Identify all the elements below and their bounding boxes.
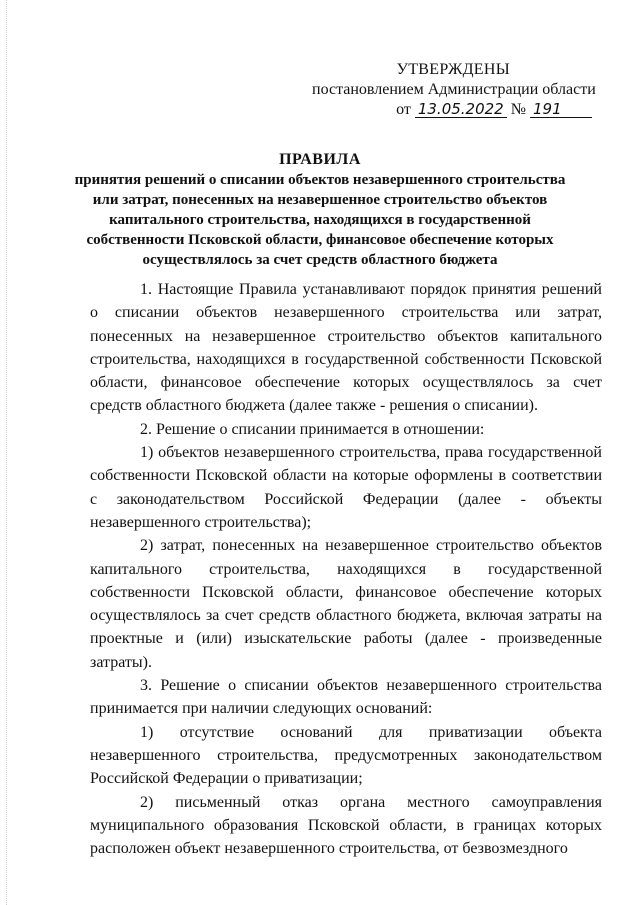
- paragraph-2-item-2: 2) затрат, понесенных на незавершенное строительство объектов капитального строительства, находящихся в государственной собственности Псковской области, финансовое обеспечение которых осуществлялось за счет средств областного бюджета, включая затраты на проектные и (или) изыскательские работы (далее - произведенные затраты).: [90, 537, 602, 671]
- paragraph-3-item-2: 2) письменный отказ органа местного самоуправления муниципального образования Псковской области, в границах которых расположен объект незавершенного строительства, от безвозмездного: [90, 793, 602, 858]
- date-prefix: от: [396, 101, 411, 118]
- document-title-block: [60, 150, 580, 270]
- handwritten-date: 13.05.2022: [415, 101, 507, 118]
- paragraph-2: 2. Решение о списании принимается в отношении:: [140, 420, 485, 438]
- scan-edge-line: [6, 0, 7, 905]
- handwritten-number: 191: [530, 101, 592, 118]
- approval-block: [312, 60, 596, 120]
- paragraph-3: 3. Решение о списании объектов незавершенного строительства принимается при наличии следующих оснований:: [90, 677, 602, 718]
- approval-heading: УТВЕРЖДЕНЫ: [396, 61, 510, 78]
- document-body: [90, 278, 602, 860]
- document-title: ПРАВИЛА: [279, 151, 361, 168]
- paragraph-1: 1. Настоящие Правила устанавливают порядок принятия решений о списании объектов незавершенного строительства или затрат, понесенных на незавершенное строительство объектов капитального строительства, находящихся в государственной собственности Псковской области, финансовое обеспечение которых осуществлялось за счет средств областного бюджета (далее также - решения о списании).: [90, 281, 602, 415]
- approval-authority: постановлением Администрации области: [312, 81, 596, 98]
- document-subtitle: принятия решений о списании объектов незавершенного строительства или затрат, понесенных на незавершенное строительство объектов капитального строительства, находящихся в государственной собственности Псковской области, финансовое обеспечение которых осуществлялось за счет средств областного бюджета: [74, 172, 566, 268]
- paragraph-3-item-1: 1) отсутствие оснований для приватизации объекта незавершенного строительства, предусмотренных законодательством Российской Федерации о приватизации;: [90, 723, 602, 788]
- paragraph-2-item-1: 1) объектов незавершенного строительства, права государственной собственности Псковской области на которые оформлены в соответствии с законодательством Российской Федерации (далее - объекты незавершенного строительства);: [90, 444, 602, 531]
- approval-date-line: [312, 100, 592, 120]
- number-prefix: №: [510, 101, 526, 118]
